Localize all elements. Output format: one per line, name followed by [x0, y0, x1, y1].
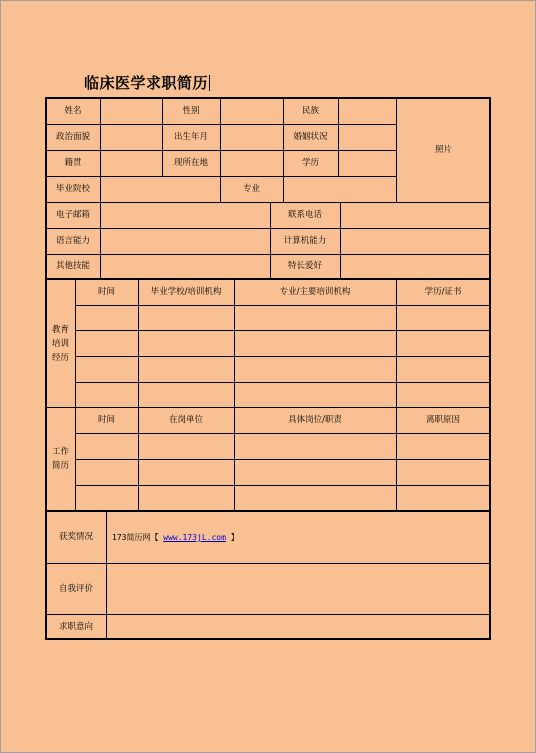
label-political: 政治面貌 [55, 132, 90, 142]
label-birth: 出生年月 [173, 132, 208, 142]
document-title: 临床医学求职简历 [84, 74, 209, 92]
work-header-reason: 离职原因 [425, 415, 460, 425]
awards-suffix: 】 [230, 533, 239, 542]
label-job-intention: 求职意向 [58, 621, 93, 632]
col-line [396, 280, 397, 511]
work-header-time: 时间 [97, 415, 115, 425]
edu-header-school: 毕业学校/培训机构 [150, 287, 222, 297]
label-email: 电子邮箱 [55, 210, 90, 220]
label-gender: 性别 [182, 106, 200, 116]
col-line [100, 99, 101, 279]
edu-header-time: 时间 [97, 287, 115, 297]
edu-header-cert: 学历/证书 [424, 287, 462, 297]
col-line [138, 280, 139, 511]
label-education: 学历 [301, 158, 319, 168]
label-computer: 计算机能力 [283, 236, 327, 246]
row-line [46, 563, 490, 564]
row-line [75, 330, 490, 331]
col-line [340, 202, 341, 278]
awards-link[interactable]: www.173jL.com [163, 533, 226, 542]
row-line [75, 382, 490, 383]
label-school: 毕业院校 [55, 184, 90, 194]
label-self-evaluation: 自我评价 [58, 583, 93, 594]
col-line [75, 280, 76, 511]
label-awards: 获奖情况 [58, 532, 93, 542]
label-hobbies: 特长爱好 [287, 261, 322, 271]
label-marital: 婚姻状况 [293, 132, 328, 142]
row-line [46, 228, 490, 229]
label-native: 籍贯 [64, 158, 82, 168]
awards-prefix: 173简历网【 [112, 533, 159, 542]
text-cursor [209, 75, 210, 91]
col-line [234, 280, 235, 511]
work-header-employer: 在岗单位 [168, 415, 203, 425]
label-residence: 现所在地 [173, 158, 208, 168]
photo-placeholder: 照片 [434, 145, 452, 155]
edu-section-label: 教育 培训 经历 [51, 324, 69, 363]
work-header-position: 具体岗位/职责 [288, 415, 342, 425]
row-line [46, 614, 490, 615]
label-ethnicity: 民族 [301, 106, 319, 116]
col-line [338, 99, 339, 177]
awards-content [112, 512, 412, 563]
row-line [75, 305, 490, 306]
row-line [75, 433, 490, 434]
row-line [75, 356, 490, 357]
edu-header-major: 专业/主要培训机构 [279, 287, 351, 297]
label-name: 姓名 [64, 106, 82, 116]
row-line [46, 254, 490, 255]
col-line [106, 512, 107, 639]
label-phone: 联系电话 [287, 210, 322, 220]
work-section-label: 工作 简历 [51, 447, 69, 471]
label-major: 专业 [242, 184, 260, 194]
row-line [46, 202, 490, 203]
label-other-skills: 其他技能 [55, 261, 90, 271]
label-language: 语言能力 [55, 236, 90, 246]
row-line [75, 459, 490, 460]
row-line [75, 485, 490, 486]
